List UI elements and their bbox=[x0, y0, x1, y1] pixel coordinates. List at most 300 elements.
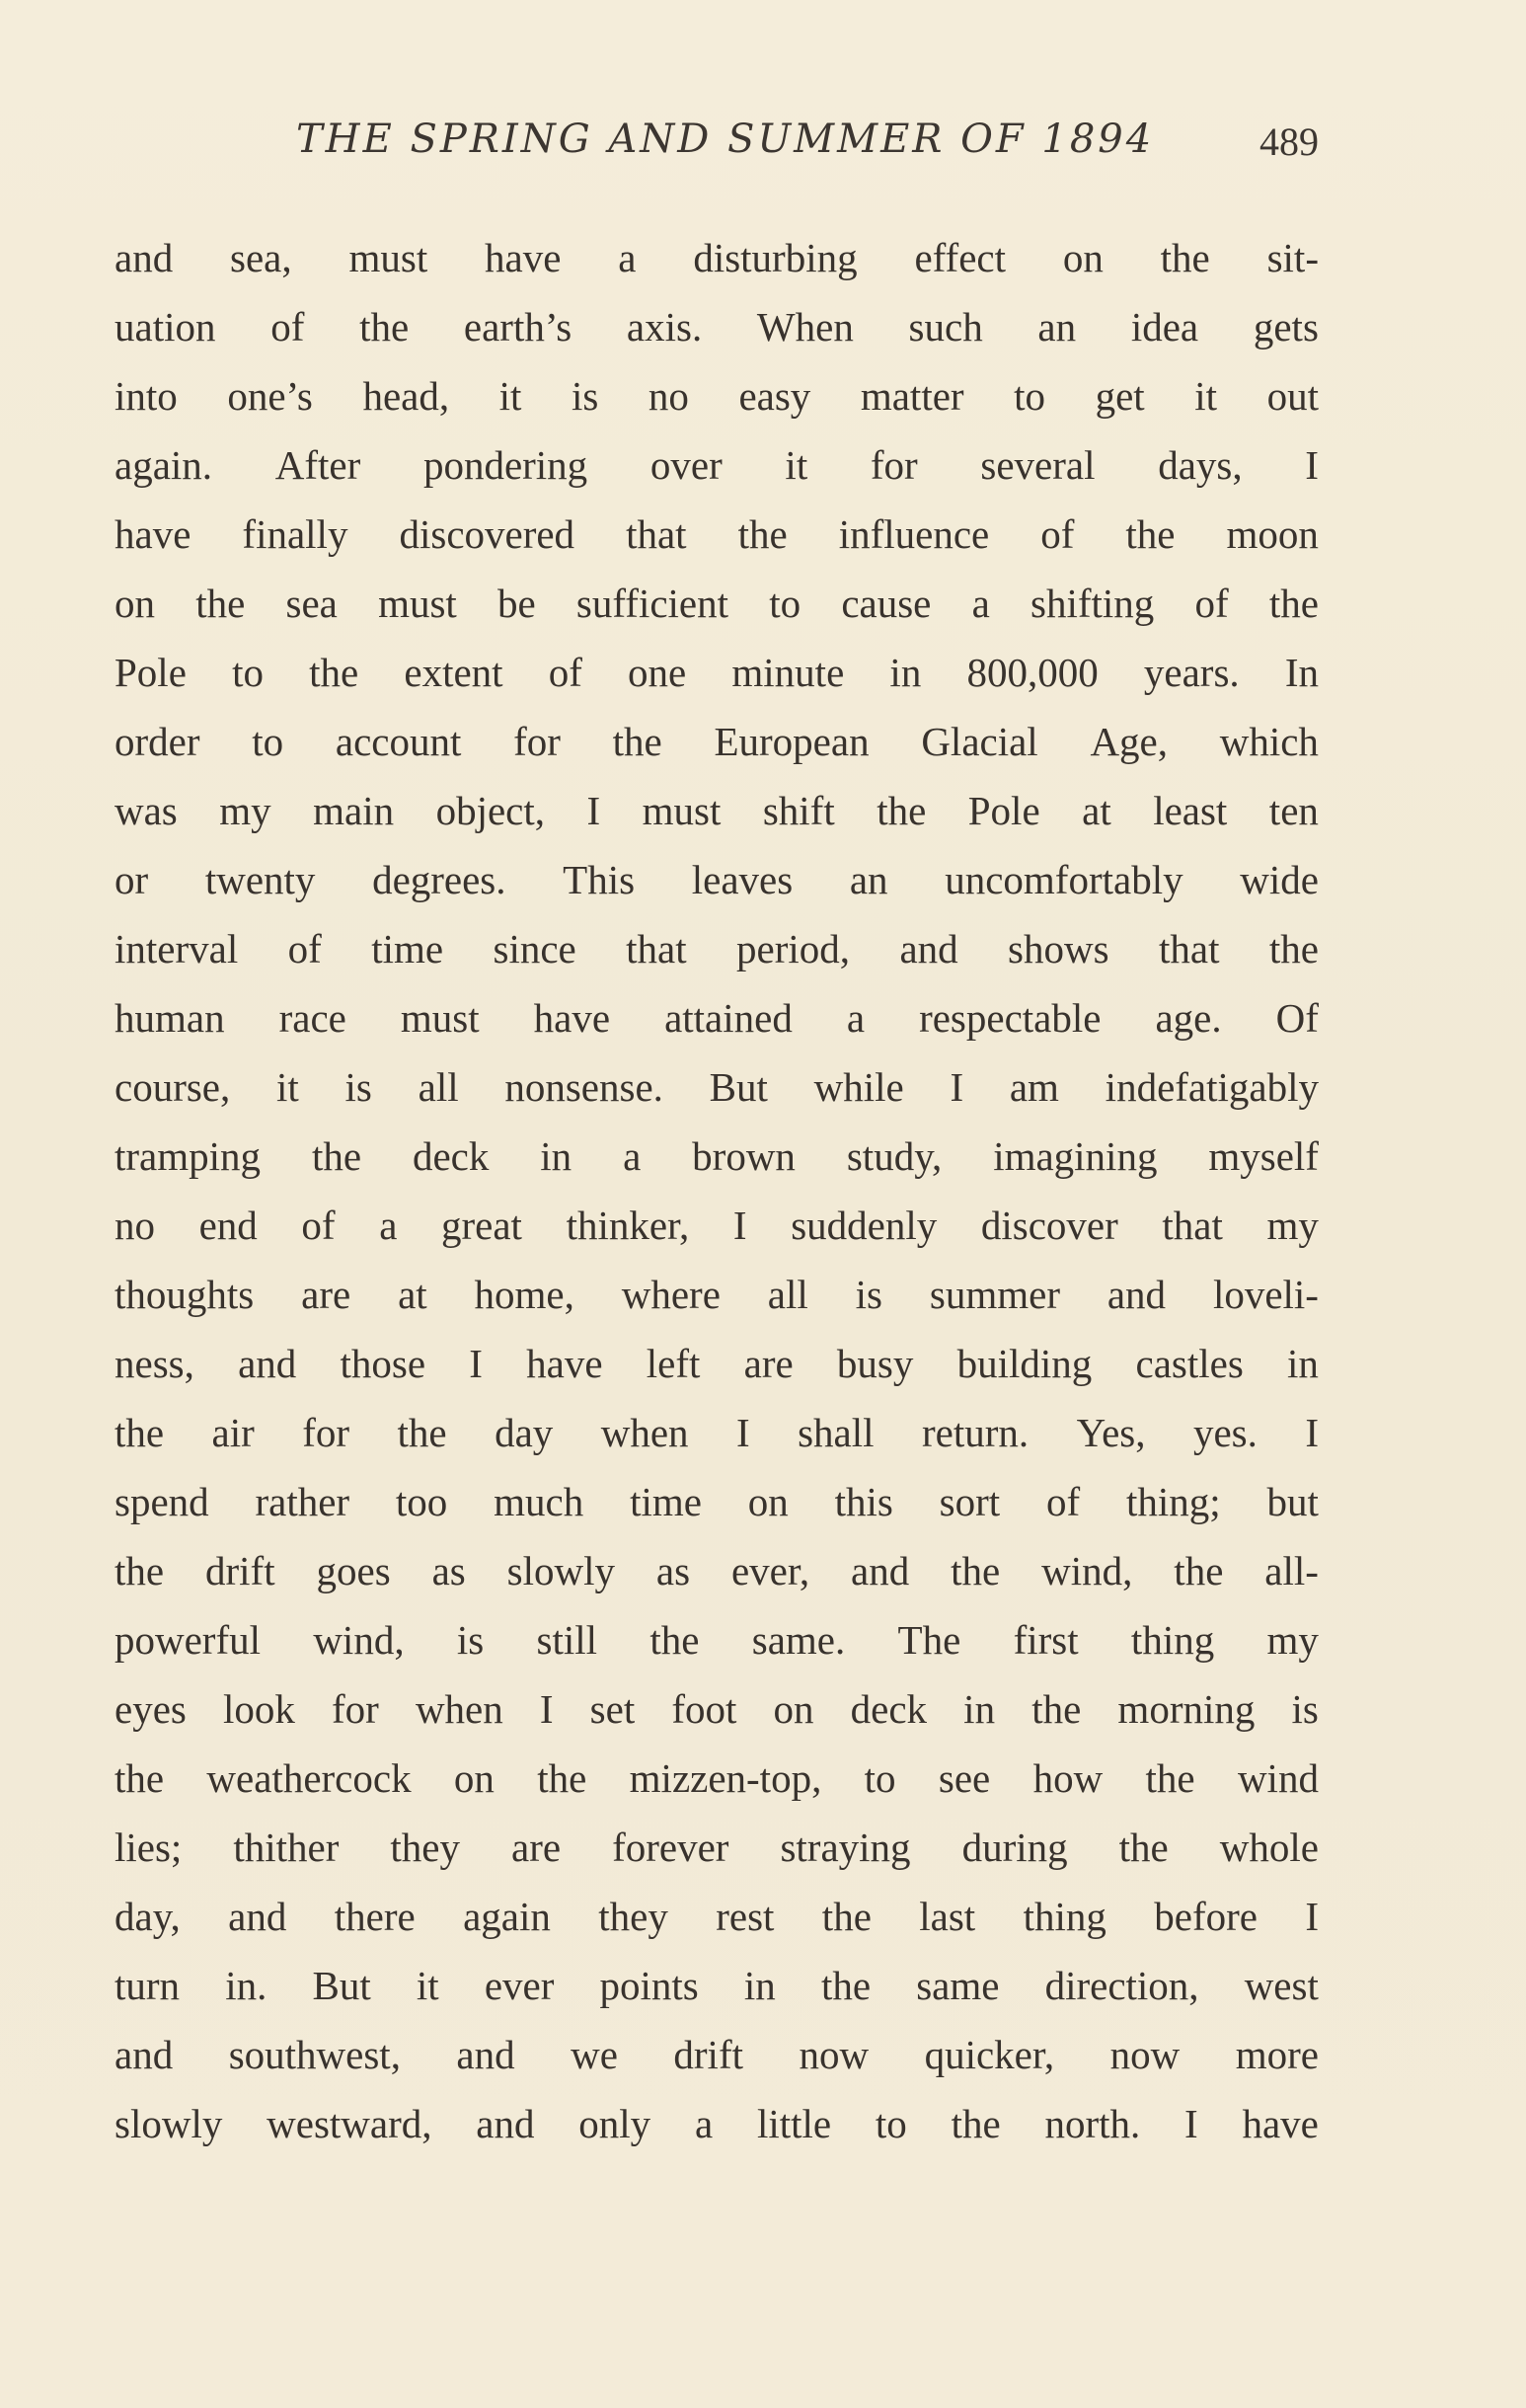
text-line bbox=[114, 1467, 1319, 1536]
word: tramping bbox=[114, 1132, 262, 1179]
word: are bbox=[301, 1271, 351, 1317]
word: in bbox=[743, 1962, 776, 2008]
word: and bbox=[228, 1893, 287, 1939]
text-line bbox=[114, 1951, 1319, 2020]
text-line bbox=[114, 1882, 1319, 1951]
word: time bbox=[371, 925, 444, 971]
word: a bbox=[618, 234, 637, 280]
word: that bbox=[1158, 925, 1220, 971]
word: it bbox=[416, 1962, 439, 2008]
word: north. bbox=[1044, 2100, 1141, 2146]
text-line bbox=[114, 914, 1319, 983]
word: is bbox=[571, 372, 599, 419]
running-head bbox=[114, 117, 1319, 176]
word: a bbox=[971, 580, 990, 626]
word: or bbox=[114, 856, 149, 902]
word: they bbox=[598, 1893, 668, 1939]
body-text bbox=[114, 223, 1319, 2158]
word: the bbox=[309, 649, 359, 695]
word: sea bbox=[285, 580, 338, 626]
text-line bbox=[114, 1260, 1319, 1329]
word: return. bbox=[921, 1409, 1030, 1455]
word: the bbox=[821, 1893, 872, 1939]
word: my bbox=[219, 787, 271, 833]
word: to bbox=[252, 718, 284, 764]
word: more bbox=[1235, 2031, 1319, 2077]
word: sufficient bbox=[575, 580, 729, 626]
word: day, bbox=[114, 1893, 181, 1939]
text-line bbox=[114, 1813, 1319, 1882]
word: goes bbox=[316, 1547, 391, 1593]
word: see bbox=[938, 1754, 991, 1801]
word: little bbox=[756, 2100, 832, 2146]
word: several bbox=[980, 441, 1096, 488]
word: of bbox=[1046, 1478, 1081, 1524]
word: wind bbox=[1237, 1754, 1319, 1801]
word: extent bbox=[404, 649, 503, 695]
text-line bbox=[114, 223, 1319, 292]
word: of bbox=[1194, 580, 1229, 626]
word: the bbox=[114, 1409, 165, 1455]
word: westward, bbox=[267, 2100, 432, 2146]
word: for bbox=[302, 1409, 350, 1455]
word: study, bbox=[846, 1132, 943, 1179]
word: it bbox=[785, 441, 808, 488]
word: effect bbox=[914, 234, 1006, 280]
word: eyes bbox=[114, 1685, 187, 1732]
word: a bbox=[379, 1202, 398, 1248]
text-line bbox=[114, 1122, 1319, 1191]
word: an bbox=[1037, 303, 1077, 350]
running-title: THE SPRING AND SUMMER OF 1894 bbox=[296, 117, 1155, 162]
word: that bbox=[626, 510, 687, 557]
text-line bbox=[114, 500, 1319, 569]
word: that bbox=[626, 925, 687, 971]
word: influence bbox=[838, 510, 990, 557]
word: spend bbox=[114, 1478, 209, 1524]
word: which bbox=[1219, 718, 1319, 764]
word: at bbox=[398, 1271, 427, 1317]
word: nonsense. bbox=[504, 1063, 663, 1110]
word: one’s bbox=[227, 372, 313, 419]
word: Age, bbox=[1090, 718, 1168, 764]
word: attained bbox=[664, 994, 793, 1041]
word: object, bbox=[435, 787, 545, 833]
word: uation bbox=[114, 303, 216, 350]
word: a bbox=[846, 994, 866, 1041]
word: the bbox=[1118, 1824, 1169, 1870]
word: all bbox=[767, 1271, 808, 1317]
word: suddenly bbox=[791, 1202, 938, 1248]
word: account bbox=[335, 718, 462, 764]
word: cause bbox=[841, 580, 932, 626]
word: to bbox=[875, 2100, 907, 2146]
word: morning bbox=[1117, 1685, 1256, 1732]
page-number: 489 bbox=[1259, 119, 1319, 164]
word: matter bbox=[860, 372, 964, 419]
word: for bbox=[332, 1685, 379, 1732]
word: while bbox=[813, 1063, 904, 1110]
word: home, bbox=[474, 1271, 574, 1317]
word: to bbox=[232, 649, 264, 695]
word: myself bbox=[1208, 1132, 1319, 1179]
word: in bbox=[540, 1132, 572, 1179]
word: in bbox=[963, 1685, 996, 1732]
word: I bbox=[1305, 1893, 1319, 1939]
text-line bbox=[114, 1052, 1319, 1122]
word: the bbox=[951, 2100, 1001, 2146]
word: disturbing bbox=[693, 234, 858, 280]
word: before bbox=[1154, 1893, 1258, 1939]
word: wind, bbox=[1041, 1547, 1133, 1593]
word: I bbox=[732, 1202, 747, 1248]
word: powerful bbox=[114, 1616, 262, 1663]
word: thing; bbox=[1125, 1478, 1221, 1524]
word: the bbox=[311, 1132, 362, 1179]
word: last bbox=[919, 1893, 976, 1939]
word: and bbox=[114, 234, 174, 280]
word: my bbox=[1266, 1202, 1319, 1248]
word: years. bbox=[1143, 649, 1240, 695]
text-line bbox=[114, 1536, 1319, 1605]
word: the bbox=[820, 1962, 872, 2008]
word: minute bbox=[731, 649, 845, 695]
word: and bbox=[899, 925, 958, 971]
word: least bbox=[1153, 787, 1228, 833]
word: air bbox=[211, 1409, 255, 1455]
text-line bbox=[114, 707, 1319, 776]
word: Pole bbox=[967, 787, 1040, 833]
word: shifting bbox=[1030, 580, 1155, 626]
word: lies; bbox=[114, 1824, 183, 1870]
word: is bbox=[855, 1271, 883, 1317]
text-line bbox=[114, 2089, 1319, 2158]
word: they bbox=[390, 1824, 460, 1870]
word: pondering bbox=[422, 441, 588, 488]
word: have bbox=[1242, 2100, 1319, 2146]
word: period, bbox=[736, 925, 851, 971]
text-line bbox=[114, 1191, 1319, 1260]
word: When bbox=[756, 303, 854, 350]
word: points bbox=[599, 1962, 699, 2008]
word: that bbox=[1162, 1202, 1223, 1248]
word: be bbox=[497, 580, 536, 626]
word: wide bbox=[1240, 856, 1319, 902]
word: brown bbox=[692, 1132, 796, 1179]
word: the bbox=[1174, 1547, 1224, 1593]
word: during bbox=[961, 1824, 1068, 1870]
text-line bbox=[114, 569, 1319, 638]
word: the bbox=[114, 1547, 165, 1593]
word: same bbox=[916, 1962, 1000, 2008]
word: axis. bbox=[626, 303, 703, 350]
word: wind, bbox=[313, 1616, 405, 1663]
word: the bbox=[1268, 580, 1319, 626]
word: in bbox=[889, 649, 922, 695]
word: shows bbox=[1008, 925, 1109, 971]
text-line bbox=[114, 845, 1319, 914]
word: deck bbox=[850, 1685, 928, 1732]
word: it bbox=[498, 372, 522, 419]
text-line bbox=[114, 1605, 1319, 1674]
word: of bbox=[301, 1202, 336, 1248]
word: day bbox=[495, 1409, 554, 1455]
text-line bbox=[114, 1674, 1319, 1744]
word: I bbox=[950, 1063, 964, 1110]
word: I bbox=[1184, 2100, 1198, 2146]
word: into bbox=[114, 372, 178, 419]
word: first bbox=[1013, 1616, 1079, 1663]
word: on bbox=[773, 1685, 814, 1732]
text-line bbox=[114, 1329, 1319, 1398]
word: discovered bbox=[399, 510, 575, 557]
word: only bbox=[578, 2100, 651, 2146]
word: such bbox=[908, 303, 983, 350]
word: sit- bbox=[1266, 234, 1319, 280]
word: must bbox=[642, 787, 722, 833]
word: the bbox=[1125, 510, 1176, 557]
word: those bbox=[340, 1340, 426, 1386]
word: ever bbox=[484, 1962, 555, 2008]
word: earth’s bbox=[463, 303, 572, 350]
word: castles bbox=[1135, 1340, 1244, 1386]
word: sea, bbox=[230, 234, 292, 280]
word: for bbox=[513, 718, 561, 764]
word: in. bbox=[225, 1962, 267, 2008]
word: ness, bbox=[114, 1340, 194, 1386]
word: there bbox=[334, 1893, 416, 1939]
word: ever, bbox=[730, 1547, 810, 1593]
word: sort bbox=[939, 1478, 1001, 1524]
word: of bbox=[548, 649, 582, 695]
word: moon bbox=[1226, 510, 1319, 557]
word: I bbox=[735, 1409, 750, 1455]
word: of bbox=[1040, 510, 1075, 557]
word: main bbox=[313, 787, 395, 833]
word: have bbox=[533, 994, 611, 1041]
word: the bbox=[612, 718, 662, 764]
word: rest bbox=[716, 1893, 775, 1939]
word: thither bbox=[233, 1824, 340, 1870]
word: how bbox=[1032, 1754, 1104, 1801]
text-line bbox=[114, 2020, 1319, 2089]
word: time bbox=[630, 1478, 702, 1524]
word: too bbox=[395, 1478, 448, 1524]
word: no bbox=[648, 372, 689, 419]
word: the bbox=[397, 1409, 447, 1455]
word: since bbox=[493, 925, 576, 971]
word: for bbox=[870, 441, 918, 488]
word: are bbox=[743, 1340, 794, 1386]
word: thing bbox=[1023, 1893, 1106, 1939]
word: human bbox=[114, 994, 225, 1041]
word: deck bbox=[412, 1132, 490, 1179]
word: all bbox=[418, 1063, 459, 1110]
word: imagining bbox=[993, 1132, 1158, 1179]
word: gets bbox=[1253, 303, 1319, 350]
word: I bbox=[1305, 1409, 1319, 1455]
word: over bbox=[649, 441, 723, 488]
word: is bbox=[456, 1616, 485, 1663]
word: must bbox=[400, 994, 480, 1041]
word: when bbox=[415, 1685, 503, 1732]
word: of bbox=[287, 925, 322, 971]
word: the bbox=[359, 303, 410, 350]
word: slowly bbox=[114, 2100, 223, 2146]
word: are bbox=[511, 1824, 562, 1870]
word: the bbox=[951, 1547, 1001, 1593]
word: am bbox=[1009, 1063, 1059, 1110]
word: age. bbox=[1155, 994, 1222, 1041]
word: it bbox=[276, 1063, 299, 1110]
word: whole bbox=[1219, 1824, 1319, 1870]
word: shall bbox=[798, 1409, 875, 1455]
word: twenty bbox=[204, 856, 316, 902]
word: idea bbox=[1130, 303, 1199, 350]
word: out bbox=[1266, 372, 1319, 419]
word: the bbox=[877, 787, 927, 833]
word: uncomfortably bbox=[945, 856, 1183, 902]
word: Of bbox=[1275, 994, 1319, 1041]
word: must bbox=[348, 234, 428, 280]
word: look bbox=[222, 1685, 295, 1732]
word: but bbox=[1266, 1478, 1319, 1524]
word: end bbox=[198, 1202, 258, 1248]
word: drift bbox=[205, 1547, 275, 1593]
word: have bbox=[485, 234, 562, 280]
word: discover bbox=[980, 1202, 1118, 1248]
word: direction, bbox=[1044, 1962, 1199, 2008]
text-line bbox=[114, 430, 1319, 500]
word: now bbox=[1109, 2031, 1181, 2077]
word: thoughts bbox=[114, 1271, 255, 1317]
word: European bbox=[714, 718, 870, 764]
word: on bbox=[114, 580, 155, 626]
word: quicker, bbox=[924, 2031, 1055, 2077]
word: now bbox=[799, 2031, 870, 2077]
word: yes. bbox=[1192, 1409, 1258, 1455]
word: the bbox=[737, 510, 788, 557]
word: my bbox=[1266, 1616, 1319, 1663]
word: and bbox=[114, 2031, 174, 2077]
word: This bbox=[563, 856, 636, 902]
word: The bbox=[897, 1616, 961, 1663]
word: great bbox=[441, 1202, 522, 1248]
text-line bbox=[114, 1744, 1319, 1813]
word: all- bbox=[1264, 1547, 1319, 1593]
word: course, bbox=[114, 1063, 231, 1110]
word: race bbox=[278, 994, 346, 1041]
text-line bbox=[114, 983, 1319, 1052]
word: the bbox=[1145, 1754, 1195, 1801]
word: at bbox=[1082, 787, 1111, 833]
word: have bbox=[114, 510, 191, 557]
word: building bbox=[956, 1340, 1093, 1386]
word: on bbox=[1062, 234, 1104, 280]
word: must bbox=[378, 580, 457, 626]
word: left bbox=[646, 1340, 701, 1386]
word: order bbox=[114, 718, 200, 764]
text-line bbox=[114, 776, 1319, 845]
word: same. bbox=[751, 1616, 846, 1663]
word: shift bbox=[762, 787, 835, 833]
text-line bbox=[114, 292, 1319, 361]
word: After bbox=[274, 441, 361, 488]
word: no bbox=[114, 1202, 155, 1248]
word: again bbox=[463, 1893, 551, 1939]
word: rather bbox=[255, 1478, 350, 1524]
word: foot bbox=[671, 1685, 737, 1732]
word: of bbox=[270, 303, 305, 350]
word: Yes, bbox=[1076, 1409, 1146, 1455]
word: drift bbox=[673, 2031, 743, 2077]
word: a bbox=[623, 1132, 642, 1179]
word: get bbox=[1095, 372, 1145, 419]
word: much bbox=[494, 1478, 584, 1524]
word: straying bbox=[780, 1824, 911, 1870]
word: when bbox=[600, 1409, 689, 1455]
text-line bbox=[114, 638, 1319, 707]
word: weathercock bbox=[206, 1754, 412, 1801]
word: turn bbox=[114, 1962, 181, 2008]
text-line bbox=[114, 1398, 1319, 1467]
word: I bbox=[469, 1340, 483, 1386]
word: west bbox=[1244, 1962, 1319, 2008]
word: this bbox=[834, 1478, 893, 1524]
word: respectable bbox=[919, 994, 1102, 1041]
word: one bbox=[628, 649, 687, 695]
word: degrees. bbox=[372, 856, 506, 902]
word: slowly bbox=[506, 1547, 615, 1593]
word: ten bbox=[1268, 787, 1319, 833]
word: the bbox=[537, 1754, 587, 1801]
word: indefatigably bbox=[1105, 1063, 1319, 1110]
word: is bbox=[344, 1063, 372, 1110]
word: the bbox=[1031, 1685, 1082, 1732]
word: a bbox=[694, 2100, 714, 2146]
word: mizzen-top, bbox=[629, 1754, 822, 1801]
word: the bbox=[195, 580, 246, 626]
word: the bbox=[1268, 925, 1319, 971]
word: was bbox=[114, 787, 178, 833]
word: and bbox=[851, 1547, 910, 1593]
word: 800,000 bbox=[966, 649, 1099, 695]
word: easy bbox=[738, 372, 811, 419]
word: In bbox=[1284, 649, 1319, 695]
word: and bbox=[238, 1340, 297, 1386]
word: finally bbox=[242, 510, 348, 557]
word: to bbox=[1014, 372, 1046, 419]
word: the bbox=[649, 1616, 700, 1663]
word: southwest, bbox=[228, 2031, 401, 2077]
word: thinker, bbox=[566, 1202, 690, 1248]
word: to bbox=[864, 1754, 896, 1801]
word: But bbox=[709, 1063, 768, 1110]
word: in bbox=[1287, 1340, 1319, 1386]
word: and bbox=[456, 2031, 515, 2077]
word: again. bbox=[114, 441, 213, 488]
word: I bbox=[586, 787, 601, 833]
word: as bbox=[655, 1547, 691, 1593]
word: on bbox=[453, 1754, 495, 1801]
word: an bbox=[849, 856, 888, 902]
word: where bbox=[621, 1271, 721, 1317]
word: we bbox=[571, 2031, 618, 2077]
word: interval bbox=[114, 925, 239, 971]
word: the bbox=[114, 1754, 165, 1801]
word: loveli- bbox=[1212, 1271, 1319, 1317]
word: and bbox=[476, 2100, 535, 2146]
